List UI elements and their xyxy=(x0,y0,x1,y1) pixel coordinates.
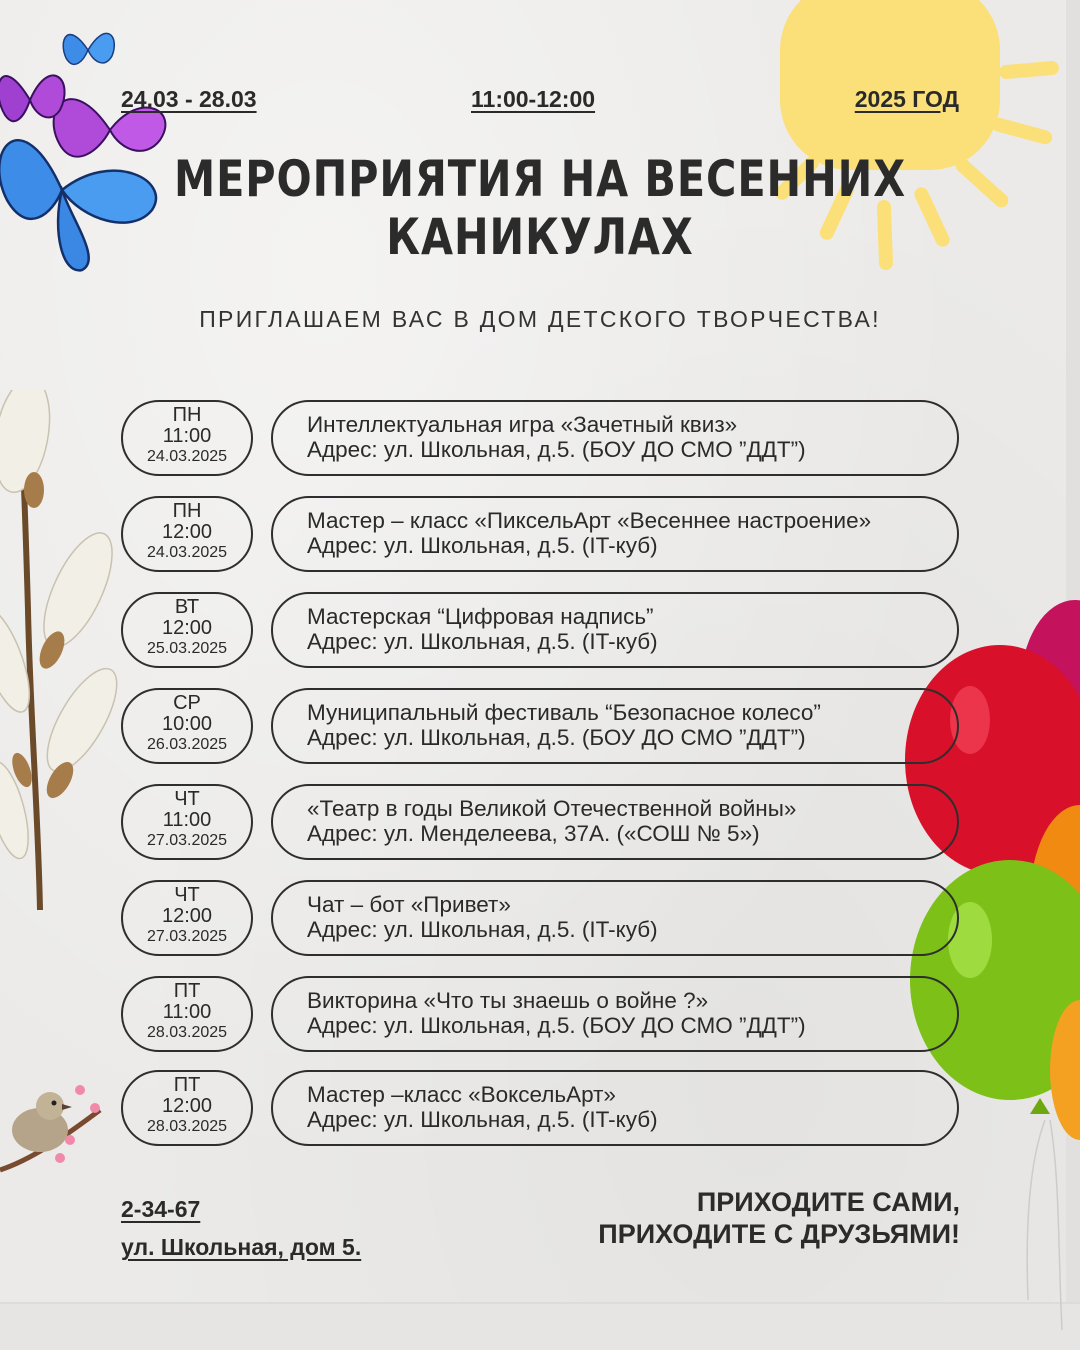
invitation-line-1: ПРИХОДИТЕ САМИ, xyxy=(696,1187,960,1217)
event-name: Чат – бот «Привет» xyxy=(307,892,511,917)
event-date: 25.03.2025 xyxy=(146,640,228,657)
date-pill xyxy=(121,688,253,764)
event-row xyxy=(121,1070,961,1146)
event-name: «Театр в годы Великой Отечественной войны» xyxy=(307,796,797,821)
event-date: 24.03.2025 xyxy=(146,448,228,465)
header-year: 2025 ГОД xyxy=(854,86,959,112)
event-day: ЧТ xyxy=(174,788,200,810)
bird-icon xyxy=(0,1080,110,1180)
event-time: 12:00 xyxy=(161,905,213,927)
event-day: ЧТ xyxy=(174,884,200,906)
event-name: Викторина «Что ты знаешь о войне ?» xyxy=(307,988,709,1013)
event-date: 27.03.2025 xyxy=(146,832,228,849)
date-pill xyxy=(121,784,253,860)
contact-info xyxy=(121,1190,361,1266)
event-pill xyxy=(271,784,959,860)
header-time: 11:00-12:00 xyxy=(471,86,596,112)
event-row xyxy=(121,592,961,668)
phone-number: 2-34-67 xyxy=(121,1196,201,1222)
event-address: Адрес: ул. Школьная, д.5. (БОУ ДО СМО ”ДДТ”) xyxy=(307,725,806,750)
date-pill xyxy=(121,976,253,1052)
event-pill xyxy=(271,1070,959,1146)
event-pill xyxy=(271,400,959,476)
event-date: 27.03.2025 xyxy=(146,928,228,945)
event-row xyxy=(121,880,961,956)
header-dates: 24.03 - 28.03 xyxy=(121,86,257,112)
event-time: 12:00 xyxy=(161,1095,213,1117)
event-address: Адрес: ул. Школьная, д.5. (IT-куб) xyxy=(307,917,658,942)
event-address: Адрес: ул. Школьная, д.5. (БОУ ДО СМО ”ДДТ”) xyxy=(307,1013,806,1038)
subtitle: ПРИГЛАШАЕМ ВАС В ДОМ ДЕТСКОГО ТВОРЧЕСТВА! xyxy=(199,306,881,332)
date-pill xyxy=(121,400,253,476)
event-time: 10:00 xyxy=(161,713,213,735)
event-row xyxy=(121,400,961,476)
date-pill xyxy=(121,496,253,572)
event-pill xyxy=(271,592,959,668)
event-name: Интеллектуальная игра «Зачетный квиз» xyxy=(307,412,738,437)
event-date: 26.03.2025 xyxy=(146,736,228,753)
event-pill xyxy=(271,880,959,956)
event-address: Адрес: ул. Школьная, д.5. (БОУ ДО СМО ”ДДТ”) xyxy=(307,437,806,462)
event-time: 11:00 xyxy=(162,425,212,447)
event-address: Адрес: ул. Школьная, д.5. (IT-куб) xyxy=(307,629,658,654)
event-time: 11:00 xyxy=(162,1001,212,1023)
willow-branch-icon xyxy=(0,390,120,930)
title-line-1: МЕРОПРИЯТИЯ НА ВЕСЕННИХ xyxy=(173,150,907,208)
event-row xyxy=(121,688,961,764)
event-day: ПТ xyxy=(173,1074,201,1096)
event-row xyxy=(121,784,961,860)
contact-address: ул. Школьная, дом 5. xyxy=(121,1234,362,1260)
event-row xyxy=(121,496,961,572)
event-day: ПН xyxy=(172,404,202,426)
event-pill xyxy=(271,496,959,572)
event-day: ВТ xyxy=(174,596,200,618)
date-pill xyxy=(121,592,253,668)
invitation-text xyxy=(598,1186,960,1250)
page-title xyxy=(163,150,917,266)
event-name: Мастер – класс «ПиксельАрт «Весеннее настроение» xyxy=(307,508,872,533)
invitation-line-2: ПРИХОДИТЕ С ДРУЗЬЯМИ! xyxy=(598,1219,960,1249)
event-pill xyxy=(271,688,959,764)
title-line-2: КАНИКУЛАХ xyxy=(386,208,694,266)
event-name: Мастерская “Цифровая надпись” xyxy=(307,604,654,629)
event-pill xyxy=(271,976,959,1052)
event-day: ПТ xyxy=(173,980,201,1002)
event-day: СР xyxy=(173,692,201,714)
date-pill xyxy=(121,1070,253,1146)
event-time: 12:00 xyxy=(161,617,213,639)
event-name: Мастер –класс «ВоксельАрт» xyxy=(307,1082,616,1107)
event-name: Муниципальный фестиваль “Безопасное колесо” xyxy=(307,700,821,725)
event-address: Адрес: ул. Школьная, д.5. (IT-куб) xyxy=(307,533,658,558)
event-day: ПН xyxy=(172,500,202,522)
event-row xyxy=(121,976,961,1052)
event-date: 24.03.2025 xyxy=(146,544,228,561)
event-address: Адрес: ул. Менделеева, 37А. («СОШ № 5») xyxy=(307,821,760,846)
event-time: 12:00 xyxy=(161,521,213,543)
event-address: Адрес: ул. Школьная, д.5. (IT-куб) xyxy=(307,1107,658,1132)
event-date: 28.03.2025 xyxy=(146,1118,228,1135)
butterfly-icon xyxy=(0,10,180,280)
date-pill xyxy=(121,880,253,956)
event-time: 11:00 xyxy=(162,809,212,831)
event-date: 28.03.2025 xyxy=(146,1024,228,1041)
